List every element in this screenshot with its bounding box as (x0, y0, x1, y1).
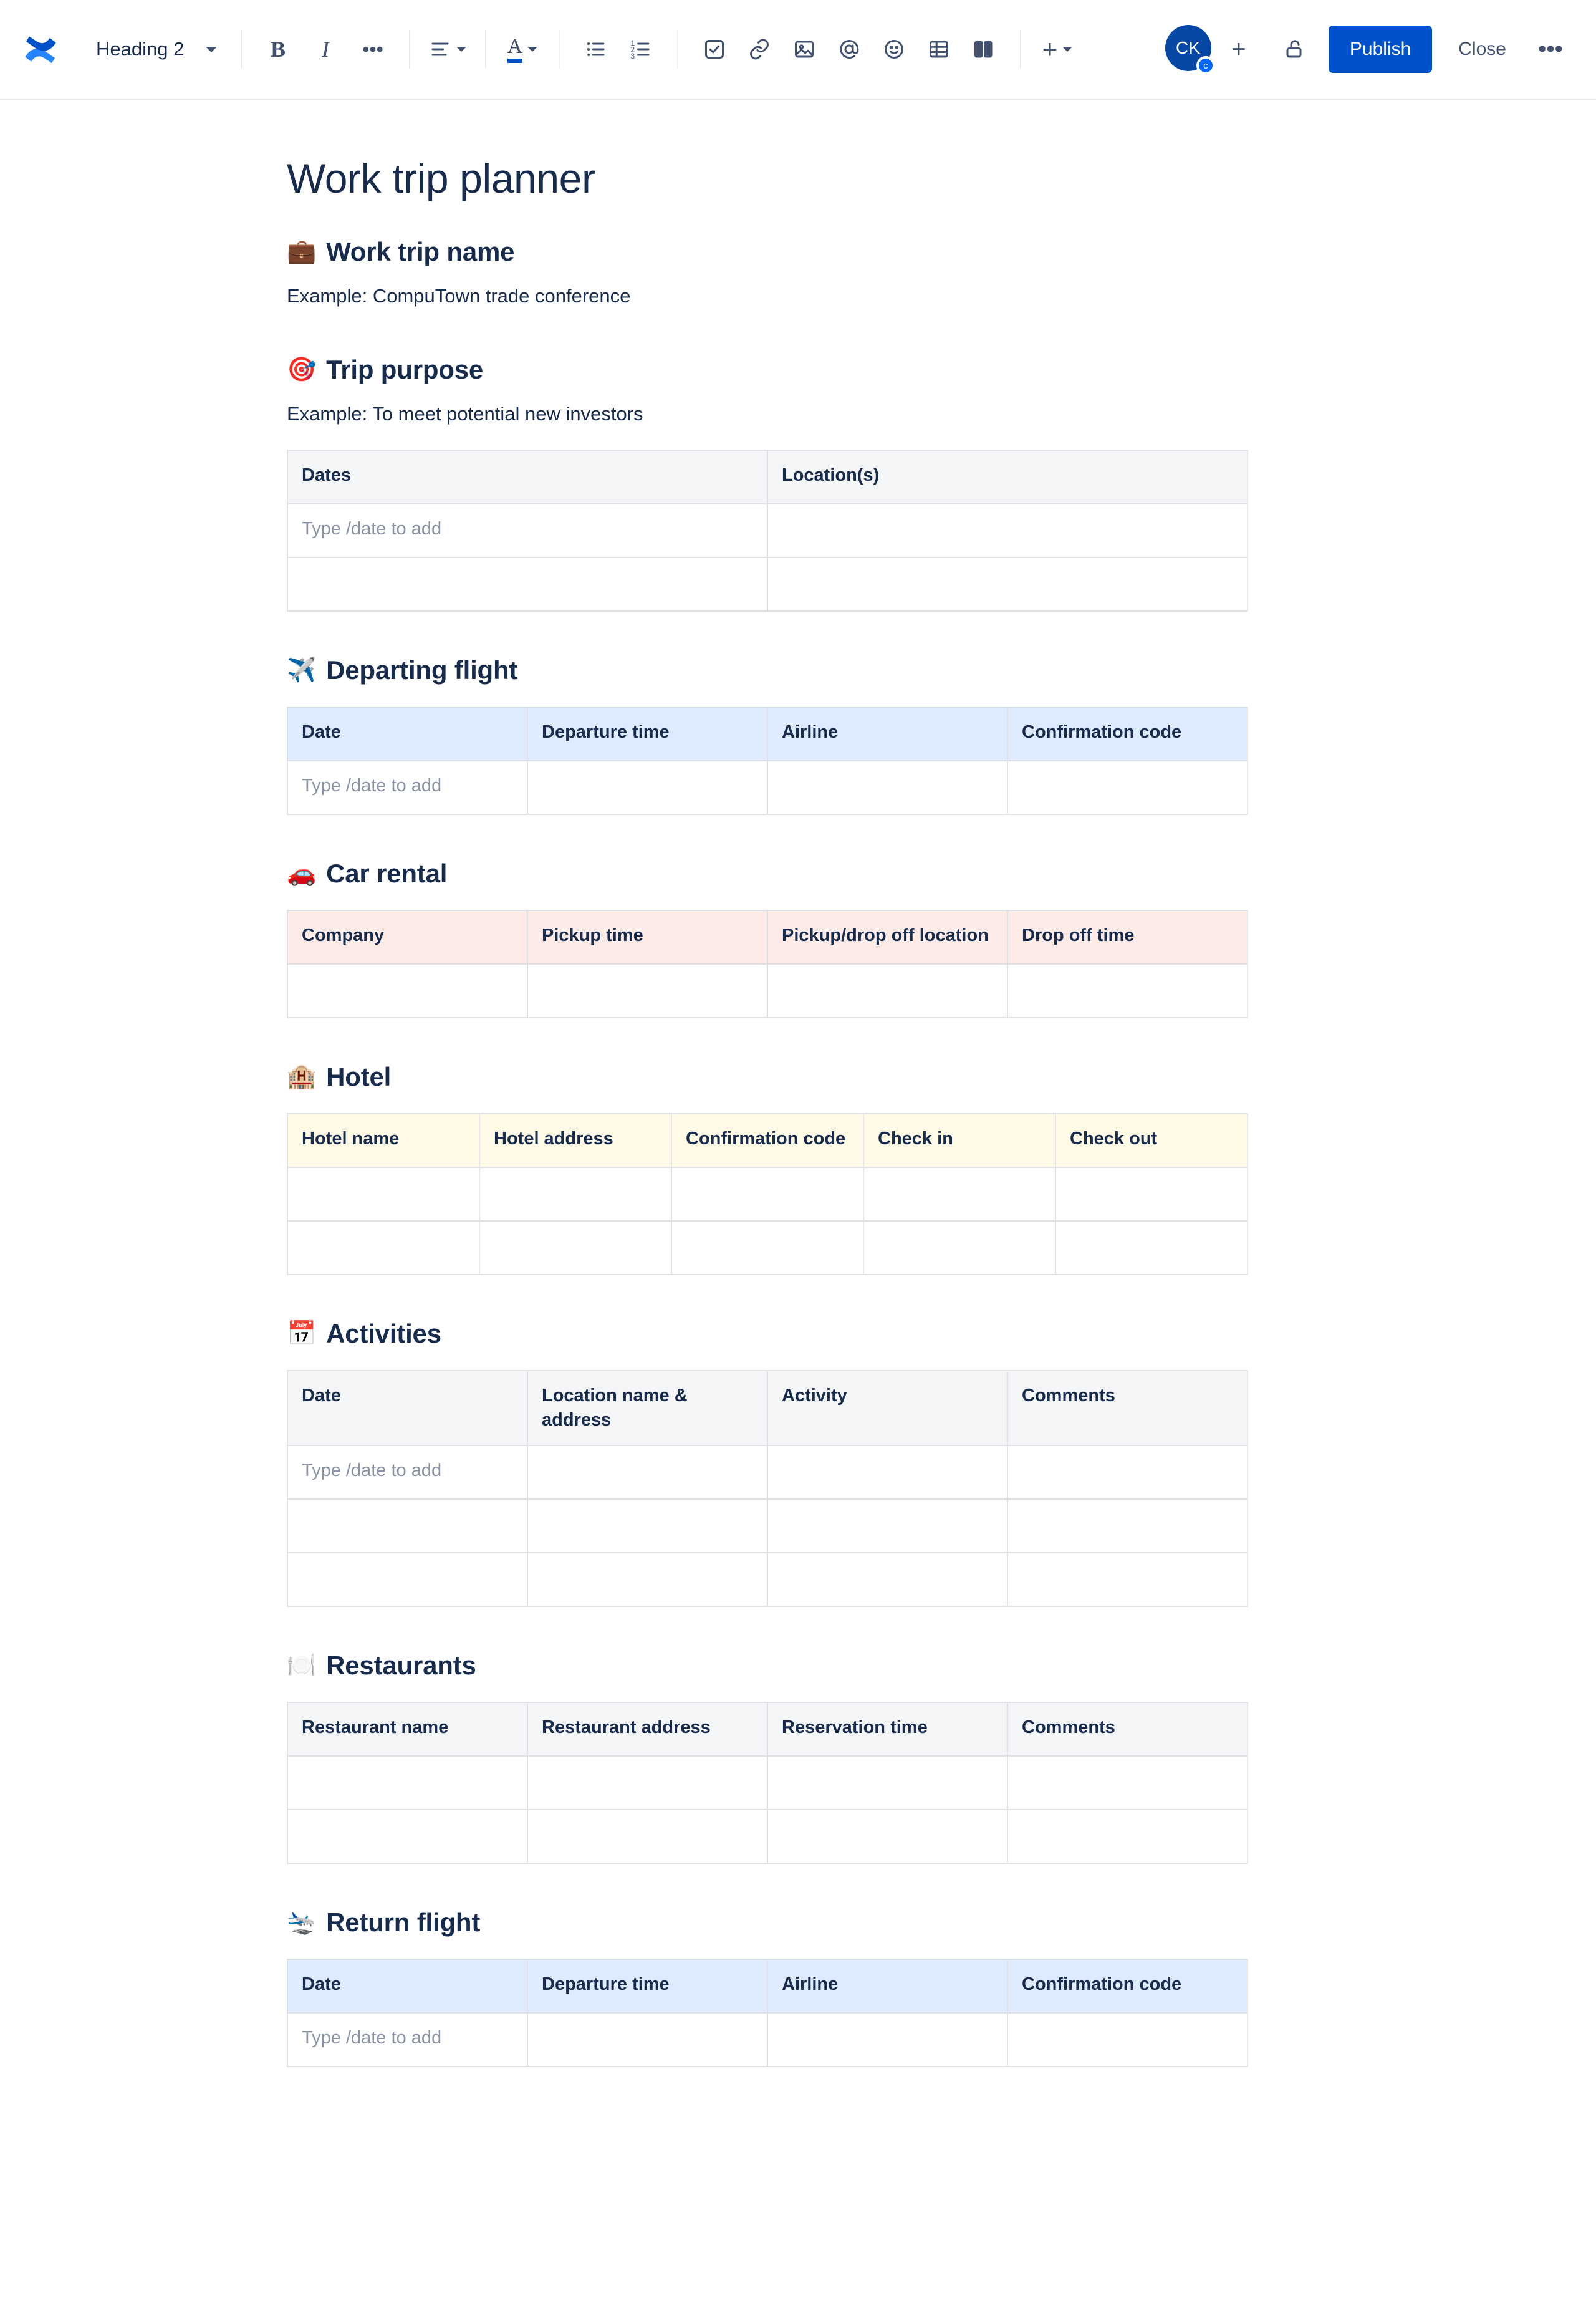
column-header-pickup-dropoff-location[interactable]: Pickup/drop off location (767, 910, 1007, 964)
cell-comments[interactable] (1007, 1445, 1247, 1499)
column-header-date[interactable]: Date (287, 707, 527, 761)
add-collaborator-button[interactable]: + (1231, 35, 1246, 63)
publish-button[interactable]: Publish (1329, 26, 1432, 73)
cell-company[interactable] (287, 964, 527, 1018)
cell-date-placeholder[interactable]: Type /date to add (287, 761, 527, 814)
table-row (287, 1221, 1247, 1275)
chevron-down-icon (1062, 47, 1072, 52)
target-emoji: 🎯 (287, 356, 317, 383)
cell-activity[interactable] (767, 1445, 1007, 1499)
restaurant-emoji: 🍽️ (287, 1652, 317, 1679)
image-icon[interactable] (782, 27, 827, 72)
table-header-row (287, 1114, 1247, 1167)
column-header-restaurant-name[interactable]: Restaurant name (287, 1702, 527, 1756)
column-header-dropoff-time[interactable]: Drop off time (1007, 910, 1247, 964)
section-heading-label: Return flight (326, 1908, 481, 1937)
cell-restaurant-address[interactable] (527, 1756, 767, 1810)
cell-activity[interactable] (767, 1499, 1007, 1553)
table-header-row (287, 707, 1247, 761)
cell-comments[interactable] (1007, 1810, 1247, 1863)
column-header-dates[interactable]: Dates (287, 450, 767, 504)
departing-flight-table[interactable] (287, 707, 1248, 815)
section-heading-label: Activities (326, 1319, 441, 1348)
section-paragraph-trip-purpose[interactable]: Example: To meet potential new investors (287, 402, 643, 425)
chevron-down-icon (527, 47, 537, 52)
section-heading-label: Work trip name (326, 237, 515, 266)
section-heading-label: Departing flight (326, 655, 518, 685)
table-row (287, 557, 1247, 611)
svg-text:1: 1 (630, 39, 635, 47)
table-row (287, 1756, 1247, 1810)
cell-check-out[interactable] (1055, 1221, 1247, 1275)
column-header-departure-time[interactable]: Departure time (527, 707, 767, 761)
section-heading-trip-purpose[interactable] (287, 355, 1259, 385)
section-heading-label: Trip purpose (326, 354, 484, 384)
table-row (287, 1810, 1247, 1863)
section-heading-label: Restaurants (326, 1651, 476, 1681)
text-style-select[interactable] (84, 27, 227, 72)
cell-hotel-address[interactable] (479, 1167, 671, 1221)
column-header-pickup-time[interactable]: Pickup time (527, 910, 767, 964)
text-align-icon[interactable] (424, 27, 471, 72)
avatar-initials: CK (1165, 25, 1211, 71)
column-header-comments[interactable]: Comments (1007, 1371, 1247, 1445)
column-header-hotel-address[interactable]: Hotel address (479, 1114, 671, 1167)
cell-location[interactable] (767, 504, 1247, 557)
cell-airline[interactable] (767, 761, 1007, 814)
column-header-confirmation-code[interactable]: Confirmation code (1007, 707, 1247, 761)
column-header-airline[interactable]: Airline (767, 707, 1007, 761)
cell-confirmation-code[interactable] (671, 1221, 863, 1275)
editor-toolbar (0, 0, 1596, 100)
table-header-row (287, 1702, 1247, 1756)
cell-departure-time[interactable] (527, 761, 767, 814)
trip-purpose-table[interactable] (287, 450, 1248, 612)
cell-hotel-name[interactable] (287, 1167, 479, 1221)
section-heading-work-trip-name[interactable] (287, 237, 1259, 267)
cell-comments[interactable] (1007, 1499, 1247, 1553)
svg-text:2: 2 (630, 45, 635, 54)
section-heading-activities[interactable] (287, 1319, 1259, 1349)
chevron-down-icon (206, 47, 217, 52)
column-header-activity[interactable]: Activity (767, 1371, 1007, 1445)
cell-check-in[interactable] (863, 1167, 1055, 1221)
cell-date-placeholder[interactable]: Type /date to add (287, 1445, 527, 1499)
table-header-row (287, 1959, 1247, 2013)
cell-pickup-dropoff-location[interactable] (767, 964, 1007, 1018)
mention-at-icon[interactable] (827, 27, 872, 72)
column-header-hotel-name[interactable]: Hotel name (287, 1114, 479, 1167)
restaurants-table[interactable] (287, 1702, 1248, 1864)
cell-hotel-address[interactable] (479, 1221, 671, 1275)
section-heading-hotel[interactable] (287, 1062, 1259, 1092)
restrictions-lock-icon[interactable] (1272, 27, 1317, 72)
table-row (287, 761, 1247, 814)
section-heading-departing-flight[interactable] (287, 655, 1259, 685)
car-emoji: 🚗 (287, 861, 317, 887)
cell-activity[interactable] (767, 1553, 1007, 1606)
section-heading-car-rental[interactable] (287, 859, 1259, 889)
cell-date-placeholder[interactable]: Type /date to add (287, 2013, 527, 2067)
cell-date[interactable] (287, 1499, 527, 1553)
table-row (287, 2013, 1247, 2067)
airplane-emoji: ✈️ (287, 657, 317, 683)
bullet-list-icon[interactable] (574, 27, 618, 72)
more-formatting-button[interactable]: ••• (362, 37, 383, 60)
column-header-confirmation-code[interactable]: Confirmation code (671, 1114, 863, 1167)
table-row (287, 1499, 1247, 1553)
cell-reservation-time[interactable] (767, 1810, 1007, 1863)
column-header-date[interactable]: Date (287, 1959, 527, 2013)
close-button[interactable]: Close (1458, 39, 1506, 59)
column-header-check-out[interactable]: Check out (1055, 1114, 1247, 1167)
activities-table[interactable] (287, 1370, 1248, 1607)
departing-plane-emoji: 🛬 (287, 1909, 317, 1936)
column-header-comments[interactable]: Comments (1007, 1702, 1247, 1756)
table-row (287, 1445, 1247, 1499)
column-header-reservation-time[interactable]: Reservation time (767, 1702, 1007, 1756)
toolbar-divider (677, 30, 678, 69)
toolbar-divider (1020, 30, 1021, 69)
briefcase-emoji: 💼 (287, 239, 317, 265)
calendar-emoji: 📅 (287, 1321, 317, 1347)
toolbar-right-group (1165, 25, 1572, 74)
table-row (287, 1167, 1247, 1221)
text-color-label: A (507, 36, 523, 63)
insert-more-button[interactable] (1035, 27, 1080, 72)
column-header-date[interactable]: Date (287, 1371, 527, 1445)
cell-date[interactable] (287, 1553, 527, 1606)
hotel-table[interactable] (287, 1113, 1248, 1275)
cell-location[interactable] (767, 557, 1247, 611)
cell-location[interactable] (527, 1553, 767, 1606)
task-checkbox-icon[interactable] (692, 27, 737, 72)
text-style-label: Heading 2 (96, 38, 185, 60)
more-options-button[interactable]: ••• (1538, 36, 1563, 62)
cell-airline[interactable] (767, 2013, 1007, 2067)
toolbar-divider (485, 30, 486, 69)
cell-restaurant-name[interactable] (287, 1810, 527, 1863)
table-row (287, 964, 1247, 1018)
cell-location[interactable] (527, 1445, 767, 1499)
text-color-button[interactable] (500, 27, 545, 72)
emoji-icon[interactable] (872, 27, 916, 72)
cell-restaurant-address[interactable] (527, 1810, 767, 1863)
section-paragraph-work-trip-name[interactable]: Example: CompuTown trade conference (287, 285, 631, 307)
chevron-down-icon (456, 47, 466, 52)
bold-button[interactable]: B (270, 37, 286, 62)
insert-plus-label: + (1042, 34, 1058, 64)
toolbar-divider (241, 30, 242, 69)
column-header-check-in[interactable]: Check in (863, 1114, 1055, 1167)
section-heading-return-flight[interactable] (287, 1908, 1259, 1937)
cell-comments[interactable] (1007, 1756, 1247, 1810)
cell-comments[interactable] (1007, 1553, 1247, 1606)
toolbar-divider (559, 30, 560, 69)
svg-text:3: 3 (630, 52, 635, 60)
link-icon[interactable] (737, 27, 782, 72)
italic-button[interactable]: I (322, 37, 329, 62)
cell-pickup-time[interactable] (527, 964, 767, 1018)
layout-columns-icon[interactable] (961, 27, 1006, 72)
table-icon[interactable] (916, 27, 961, 72)
page-title[interactable]: Work trip planner (287, 155, 595, 201)
cell-dropoff-time[interactable] (1007, 964, 1247, 1018)
return-flight-table[interactable] (287, 1959, 1248, 2067)
column-header-airline[interactable]: Airline (767, 1959, 1007, 2013)
section-heading-label: Car rental (326, 859, 448, 888)
hotel-emoji: 🏨 (287, 1064, 317, 1090)
car-rental-table[interactable] (287, 910, 1248, 1018)
numbered-list-icon[interactable] (618, 27, 663, 72)
avatar-presence-badge: c (1196, 56, 1215, 75)
table-header-row (287, 1371, 1247, 1445)
column-header-company[interactable]: Company (287, 910, 527, 964)
document-area (0, 100, 1596, 2067)
avatar[interactable] (1165, 25, 1214, 74)
column-header-location-name-address[interactable]: Location name & address (527, 1371, 767, 1445)
cell-departure-time[interactable] (527, 2013, 767, 2067)
table-header-row (287, 450, 1247, 504)
confluence-logo-icon[interactable] (21, 30, 60, 69)
cell-location[interactable] (527, 1499, 767, 1553)
column-header-locations[interactable]: Location(s) (767, 450, 1247, 504)
table-row (287, 1553, 1247, 1606)
cell-check-in[interactable] (863, 1221, 1055, 1275)
cell-confirmation-code[interactable] (1007, 761, 1247, 814)
cell-date[interactable] (287, 557, 767, 611)
cell-hotel-name[interactable] (287, 1221, 479, 1275)
cell-restaurant-name[interactable] (287, 1756, 527, 1810)
column-header-departure-time[interactable]: Departure time (527, 1959, 767, 2013)
cell-check-out[interactable] (1055, 1167, 1247, 1221)
cell-reservation-time[interactable] (767, 1756, 1007, 1810)
table-row (287, 504, 1247, 557)
text-format-group (256, 27, 395, 72)
cell-confirmation-code[interactable] (671, 1167, 863, 1221)
section-heading-label: Hotel (326, 1062, 392, 1091)
document-content (287, 155, 1259, 2067)
table-header-row (287, 910, 1247, 964)
cell-date-placeholder[interactable]: Type /date to add (287, 504, 767, 557)
column-header-restaurant-address[interactable]: Restaurant address (527, 1702, 767, 1756)
section-heading-restaurants[interactable] (287, 1651, 1259, 1681)
toolbar-divider (409, 30, 410, 69)
column-header-confirmation-code[interactable]: Confirmation code (1007, 1959, 1247, 2013)
cell-confirmation-code[interactable] (1007, 2013, 1247, 2067)
